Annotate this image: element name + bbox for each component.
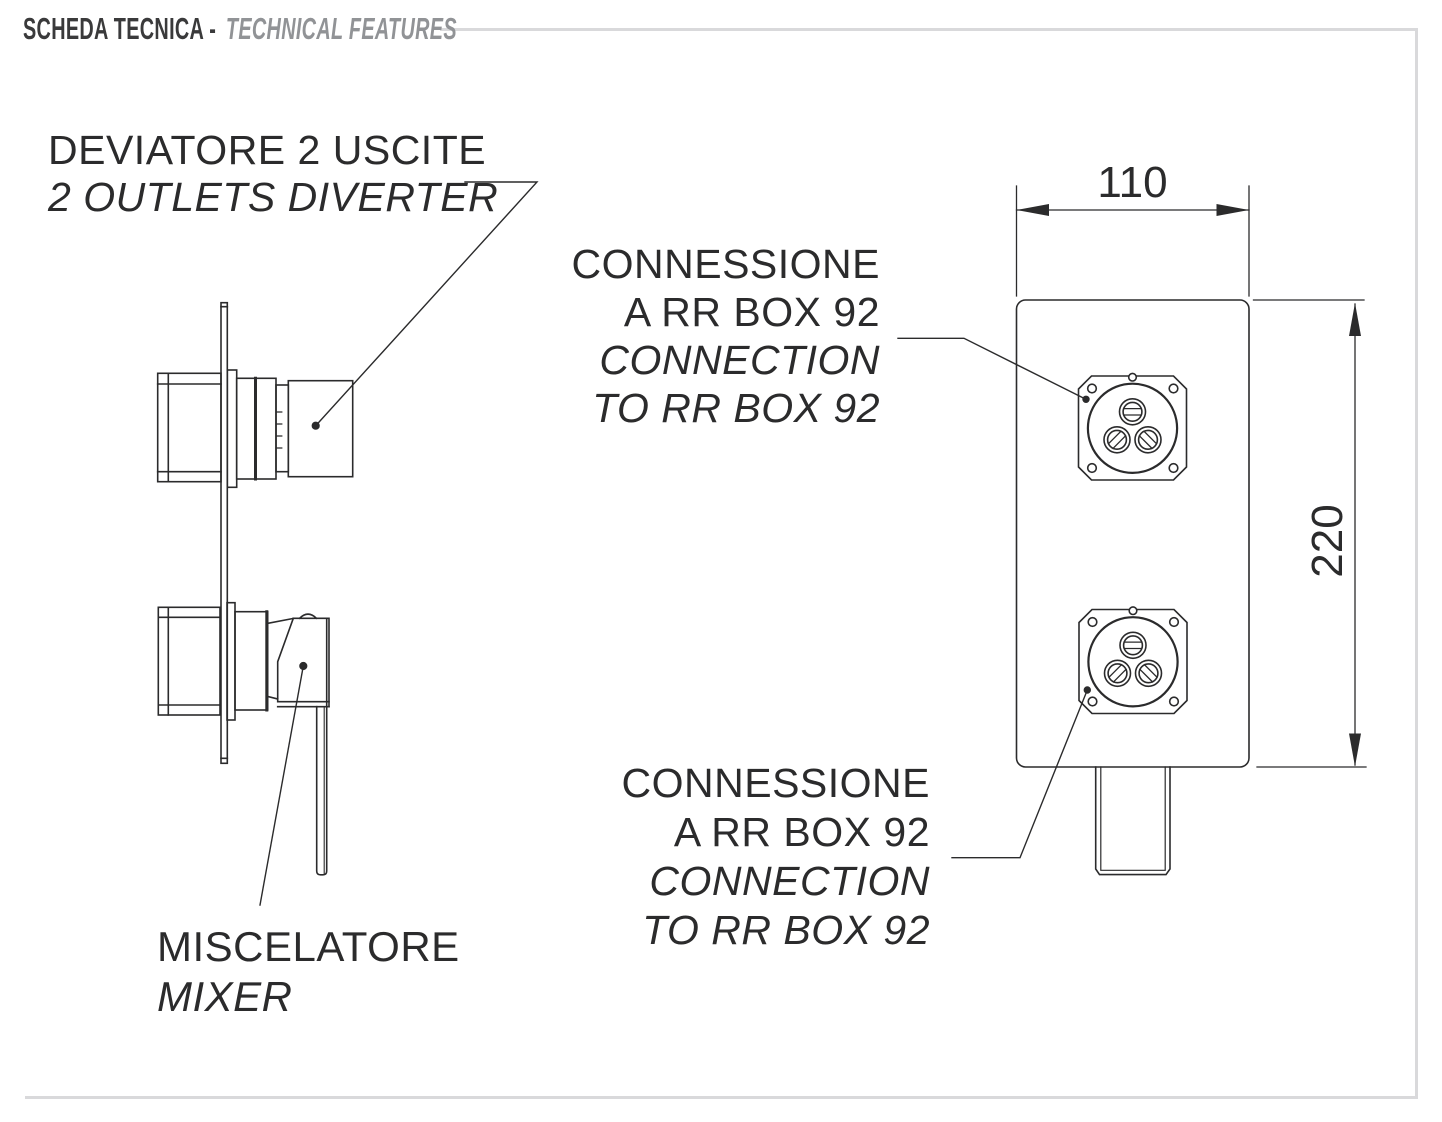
label-connection-bottom-line2: A RR BOX 92: [673, 809, 930, 855]
mixer-body: [158, 603, 293, 720]
label-mixer: [157, 922, 477, 1022]
label-diverter-italian: DEVIATORE 2 USCITE: [48, 127, 487, 173]
leader-connection-bottom: [952, 687, 1090, 858]
label-diverter: [48, 127, 499, 221]
label-connection-top-line3: CONNECTION: [599, 337, 880, 383]
label-connection-bottom-line3: CONNECTION: [649, 858, 930, 904]
label-mixer-english: MIXER: [157, 973, 293, 1020]
label-connection-bottom-line4: TO RR BOX 92: [642, 907, 930, 953]
dimension-height-value: 220: [1303, 504, 1352, 578]
front-lever: [1096, 767, 1170, 875]
page-title-english: TECHNICAL FEATURES: [225, 11, 457, 46]
side-view-drawing: [158, 303, 353, 875]
diverter-body: [158, 370, 289, 487]
leader-connection-top: [898, 338, 1089, 402]
connection-plate-top: [1079, 373, 1187, 480]
front-body: [1017, 300, 1250, 767]
label-connection-top: [540, 240, 880, 432]
label-connection-top-line1: CONNESSIONE: [571, 241, 880, 287]
label-connection-bottom-line1: CONNESSIONE: [621, 760, 930, 806]
label-mixer-italian: MISCELATORE: [157, 923, 460, 970]
label-connection-bottom: [590, 759, 930, 955]
label-connection-top-line4: TO RR BOX 92: [592, 385, 880, 431]
front-view-drawing: [1017, 300, 1250, 875]
label-connection-top-line2: A RR BOX 92: [623, 289, 880, 335]
connection-plate-bottom: [1079, 607, 1187, 714]
dimension-width-value: 110: [1097, 158, 1168, 207]
mixer-handle: [278, 614, 329, 875]
label-diverter-english: 2 OUTLETS DIVERTER: [48, 174, 499, 220]
page-title-italian: SCHEDA TECNICA -: [23, 11, 223, 46]
